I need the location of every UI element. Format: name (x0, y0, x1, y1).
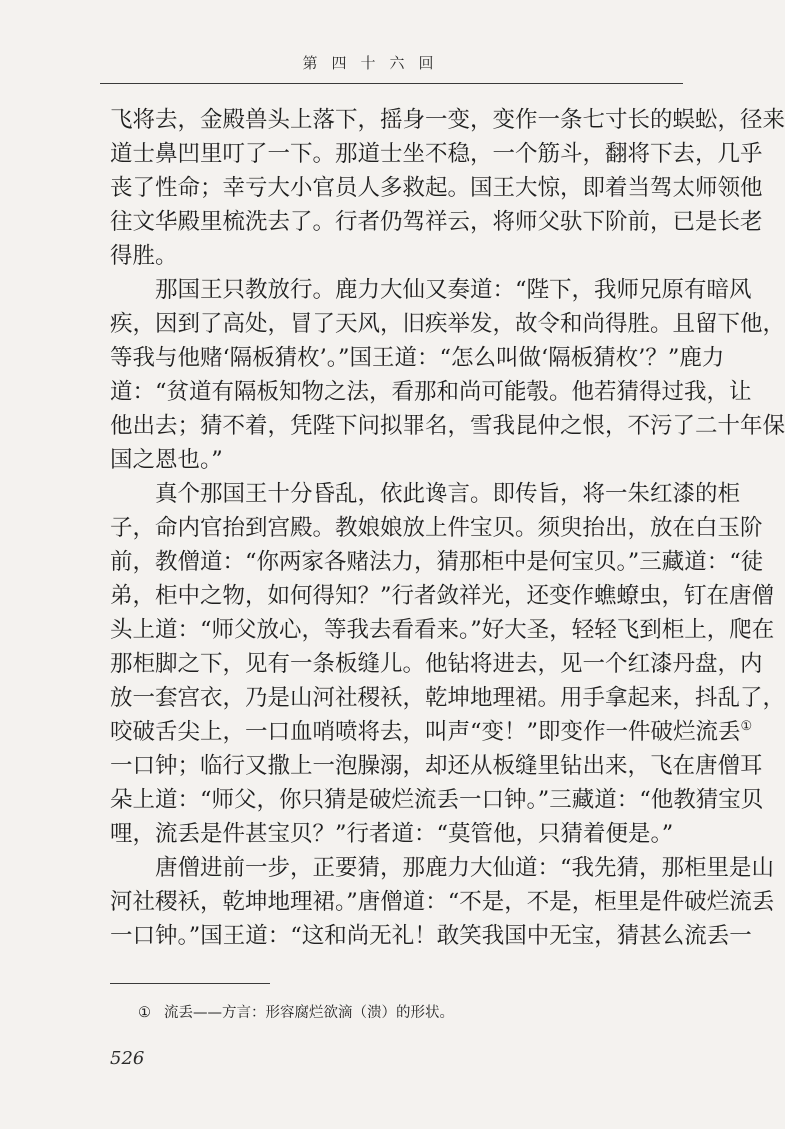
text-line (110, 137, 763, 171)
text-line-content: 弟，柜中之物，如何得知？”行者敛祥光，还变作蟭蟟虫，钉在唐僧 (110, 583, 775, 609)
footnote-reference[interactable]: ① (740, 719, 753, 734)
text-line-content: 唐僧进前一步，正要猜，那鹿力大仙道：“我先猜，那柜里是山 (155, 855, 775, 881)
text-line (110, 783, 764, 817)
text-line (110, 579, 775, 613)
text-line (110, 409, 785, 443)
chapter-header: 第四十六回 (302, 54, 448, 72)
text-line (110, 477, 741, 511)
text-line (110, 919, 752, 953)
text-line (110, 681, 785, 715)
text-line (110, 239, 685, 273)
text-line (110, 545, 764, 579)
text-line-content: 一口钟；临行又撒上一泡臊溺，却还从板缝里钻出来，飞在唐僧耳 (110, 753, 763, 779)
text-line-content: 咬破舌尖上，一口血哨喷将去，叫声“变！”即变作一件破烂流丢 (110, 719, 741, 745)
text-line-content: 头上道：“师父放心，等我去看看来。”好大圣，轻轻飞到柜上，爬在 (110, 617, 775, 643)
text-line-content: 道士鼻凹里叮了一下。那道士坐不稳，一个筋斗，翻将下去，几乎 (110, 141, 763, 167)
text-line-content: 他出去；猜不着，凭陛下问拟罪名，雪我昆仲之恨，不污了二十年保 (110, 413, 785, 439)
text-line (110, 511, 763, 545)
text-line-content: 河社稷袄，乾坤地理裙。”唐僧道：“不是，不是，柜里是件破烂流丢 (110, 889, 775, 915)
text-line (110, 851, 775, 885)
text-line (110, 715, 753, 749)
text-line-content: 前，教僧道：“你两家各赌法力，猜那柜中是何宝贝。”三藏道：“徒 (110, 549, 764, 575)
text-line (110, 613, 775, 647)
text-line-content: 飞将去，金殿兽头上落下，摇身一变，变作一条七寸长的蜈蚣，径来 (110, 107, 785, 133)
text-line (110, 307, 785, 341)
footnote (138, 1003, 454, 1023)
text-line (110, 817, 685, 851)
text-line-content: 丧了性命；幸亏大小官员人多救起。国王大惊，即着当驾太师领他 (110, 175, 763, 201)
text-line (110, 205, 763, 239)
text-line (110, 103, 785, 137)
footnote-rule (110, 983, 270, 984)
text-line-content: 等我与他赌‘隔板猜枚’。”国王道：“怎么叫做‘隔板猜枚’？”鹿力 (110, 345, 725, 371)
text-line (110, 647, 763, 681)
text-line (110, 885, 775, 919)
footnote-text: 流丢——方言：形容腐烂欲滴（溃）的形状。 (164, 1005, 454, 1021)
text-line-content: 往文华殿里梳洗去了。行者仍驾祥云，将师父驮下阶前，已是长老 (110, 209, 763, 235)
text-line-content: 国之恩也。” (110, 447, 223, 473)
text-line-content: 哩，流丢是件甚宝贝？”行者道：“莫管他，只猜着便是。” (110, 821, 674, 847)
text-line (110, 375, 752, 409)
text-line (110, 171, 763, 205)
body-text (110, 103, 785, 953)
text-line (110, 443, 685, 477)
text-line-content: 放一套宫衣，乃是山河社稷袄，乾坤地理裙。用手拿起来，抖乱了， (110, 685, 785, 711)
text-line-content: 那柜脚之下，见有一条板缝儿。他钻将进去，见一个红漆丹盘，内 (110, 651, 763, 677)
text-line-content: 那国王只教放行。鹿力大仙又奏道：“陛下，我师兄原有暗风 (155, 277, 752, 303)
text-line (110, 749, 763, 783)
text-line-content: 真个那国王十分昏乱，依此谗言。即传旨，将一朱红漆的柜 (155, 481, 741, 507)
footnote-mark: ① (138, 1005, 151, 1021)
text-line-content: 子，命内官抬到宫殿。教娘娘放上件宝贝。须臾抬出，放在白玉阶 (110, 515, 763, 541)
text-line-content: 道：“贫道有隔板知物之法，看那和尚可能彀。他若猜得过我，让 (110, 379, 752, 405)
text-line (110, 273, 752, 307)
text-line-content: 得胜。 (110, 243, 178, 269)
text-line (110, 341, 725, 375)
text-line-content: 朵上道：“师父，你只猜是破烂流丢一口钟。”三藏道：“他教猜宝贝 (110, 787, 764, 813)
page-number: 526 (110, 1048, 145, 1069)
header-rule (100, 83, 683, 84)
text-line-content: 一口钟。”国王道：“这和尚无礼！敢笑我国中无宝，猜甚么流丢一 (110, 923, 752, 949)
text-line-content: 疾，因到了高处，冒了天风，旧疾举发，故令和尚得胜。且留下他， (110, 311, 785, 337)
